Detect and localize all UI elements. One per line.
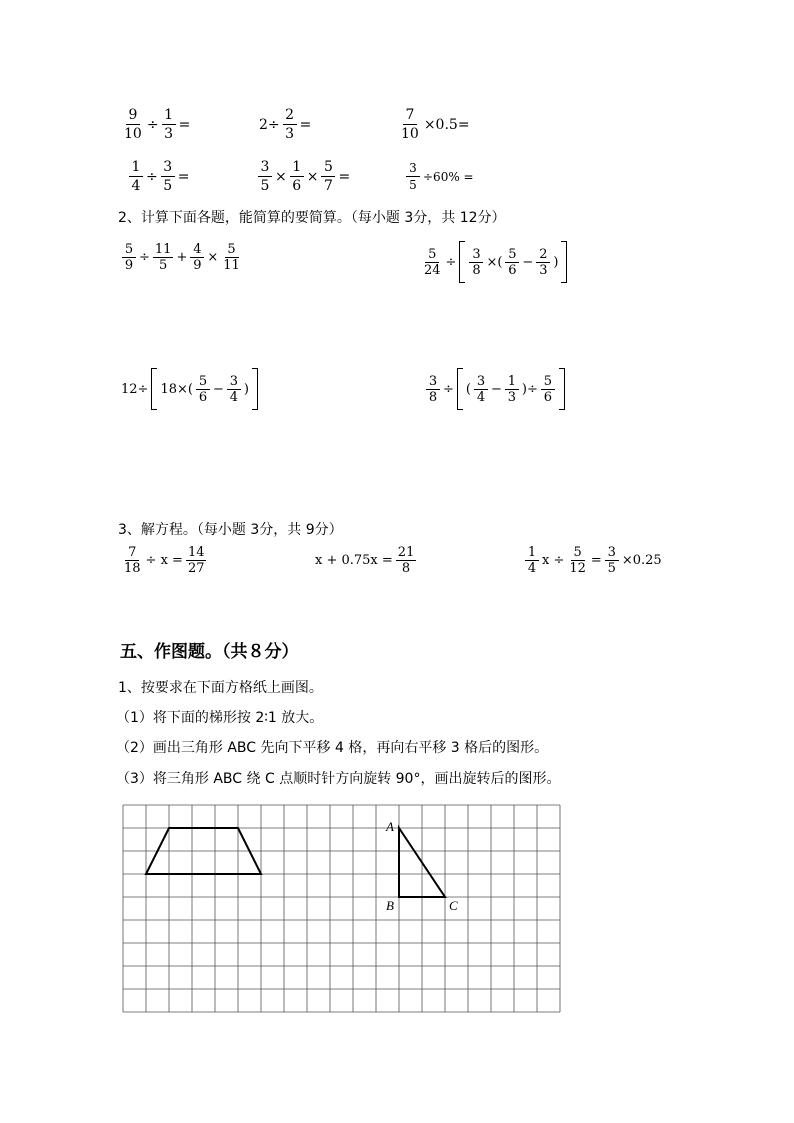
question-3-title: 3、解方程。（每小题 3分，共 9分） <box>118 522 343 538</box>
left-bracket <box>459 241 465 283</box>
fraction: $\frac{1}{3}$ <box>162 108 176 141</box>
fraction: $\frac{5}{24}$ <box>424 246 441 278</box>
oral-expr-4: $\frac{1}{4}$ ÷ $\frac{3}{5}$ = <box>127 160 190 193</box>
fraction: $\frac{3}{8}$ <box>426 375 440 404</box>
right-bracket <box>561 241 567 283</box>
q2-expr-3: 12÷ 18×( $\frac{5}{6}$ − $\frac{3}{4}$ ) <box>120 368 260 410</box>
fraction: $\frac{7}{18}$ <box>124 545 141 576</box>
oral-expr-3: $\frac{7}{10}$ ×0.5= <box>401 107 470 142</box>
fraction: $\frac{3}{5}$ <box>406 162 420 191</box>
section-5-sub-1: （1）将下面的梯形按 2∶1 放大。 <box>116 710 324 726</box>
fraction: $\frac{5}{11}$ <box>223 242 240 273</box>
left-bracket <box>457 368 463 410</box>
fraction: $\frac{9}{10}$ <box>124 107 142 142</box>
q2-expr-2: $\frac{5}{24}$ ÷ $\frac{3}{8}$ ×( $\frac{5}{6}$ − $\frac{2}{3}$ ) <box>420 241 569 283</box>
label-c: C <box>449 898 458 913</box>
right-bracket <box>252 368 258 410</box>
q2-expr-4: $\frac{3}{8}$ ÷ ( $\frac{3}{4}$ − $\frac{1}{3}$ )÷ $\frac{5}{6}$ <box>424 368 567 410</box>
fraction: $\frac{5}{6}$ <box>196 375 210 404</box>
fraction: $\frac{1}{6}$ <box>290 160 304 193</box>
label-b: B <box>386 898 394 913</box>
q3-equation-3: $\frac{1}{4}$ x ÷ $\frac{5}{12}$ = $\frac{3}{5}$ ×0.25 <box>523 546 663 575</box>
fraction: $\frac{11}{5}$ <box>154 242 172 273</box>
fraction: $\frac{1}{4}$ <box>525 546 539 575</box>
fraction: $\frac{3}{5}$ <box>258 160 272 193</box>
fraction: $\frac{1}{3}$ <box>505 375 519 404</box>
fraction: $\frac{3}{5}$ <box>605 546 619 575</box>
fraction: $\frac{2}{3}$ <box>536 248 550 277</box>
right-bracket <box>559 368 565 410</box>
oral-expr-2: 2÷ $\frac{2}{3}$ = <box>259 107 312 142</box>
fraction: $\frac{3}{8}$ <box>469 248 483 277</box>
fraction: $\frac{5}{7}$ <box>321 160 335 193</box>
fraction: $\frac{4}{9}$ <box>190 243 204 272</box>
fraction: $\frac{5}{6}$ <box>541 375 555 404</box>
q3-equation-1: $\frac{7}{18}$ ÷ x = $\frac{14}{27}$ <box>124 545 205 576</box>
oral-expr-5: $\frac{3}{5}$ × $\frac{1}{6}$ × $\frac{5}{7}$ = <box>256 160 351 193</box>
section-5-sub-2: （2）画出三角形 ABC 先向下平移 4 格，再向右平移 3 格后的图形。 <box>116 740 549 756</box>
oral-expr-6: $\frac{3}{5}$ ÷60% = <box>404 162 475 191</box>
fraction: $\frac{7}{10}$ <box>401 107 419 142</box>
section-5-sub-3: （3）将三角形 ABC 绕 C 点顺时针方向旋转 90°，画出旋转后的图形。 <box>116 771 561 787</box>
fraction: $\frac{5}{6}$ <box>505 248 519 277</box>
section-5-question-1: 1、按要求在下面方格纸上画图。 <box>118 680 323 696</box>
fraction: $\frac{3}{4}$ <box>474 375 488 404</box>
q3-equation-2: x + 0.75x = $\frac{21}{8}$ <box>315 545 415 576</box>
fraction: $\frac{2}{3}$ <box>283 108 297 141</box>
fraction: $\frac{14}{27}$ <box>187 545 205 576</box>
label-a: A <box>386 819 394 834</box>
section-5-heading: 五、作图题。（共８分） <box>120 642 299 662</box>
left-bracket <box>151 368 157 410</box>
fraction: $\frac{21}{8}$ <box>397 545 415 576</box>
grid-lines <box>123 805 560 1012</box>
oral-expr-1: $\frac{9}{10}$ ÷ $\frac{1}{3}$ = <box>124 107 191 142</box>
fraction: $\frac{5}{12}$ <box>569 545 586 576</box>
question-2-title: 2、计算下面各题，能简算的要简算。（每小题 3分，共 12分） <box>118 210 506 226</box>
q2-expr-1: $\frac{5}{9}$ ÷ $\frac{11}{5}$ + $\frac{4}{9}$ × $\frac{5}{11}$ <box>120 243 244 272</box>
fraction: $\frac{3}{4}$ <box>227 375 241 404</box>
fraction: $\frac{3}{5}$ <box>161 160 175 193</box>
fraction: $\frac{1}{4}$ <box>129 160 143 193</box>
grid-paper <box>118 800 562 1016</box>
fraction: $\frac{5}{9}$ <box>122 243 136 272</box>
